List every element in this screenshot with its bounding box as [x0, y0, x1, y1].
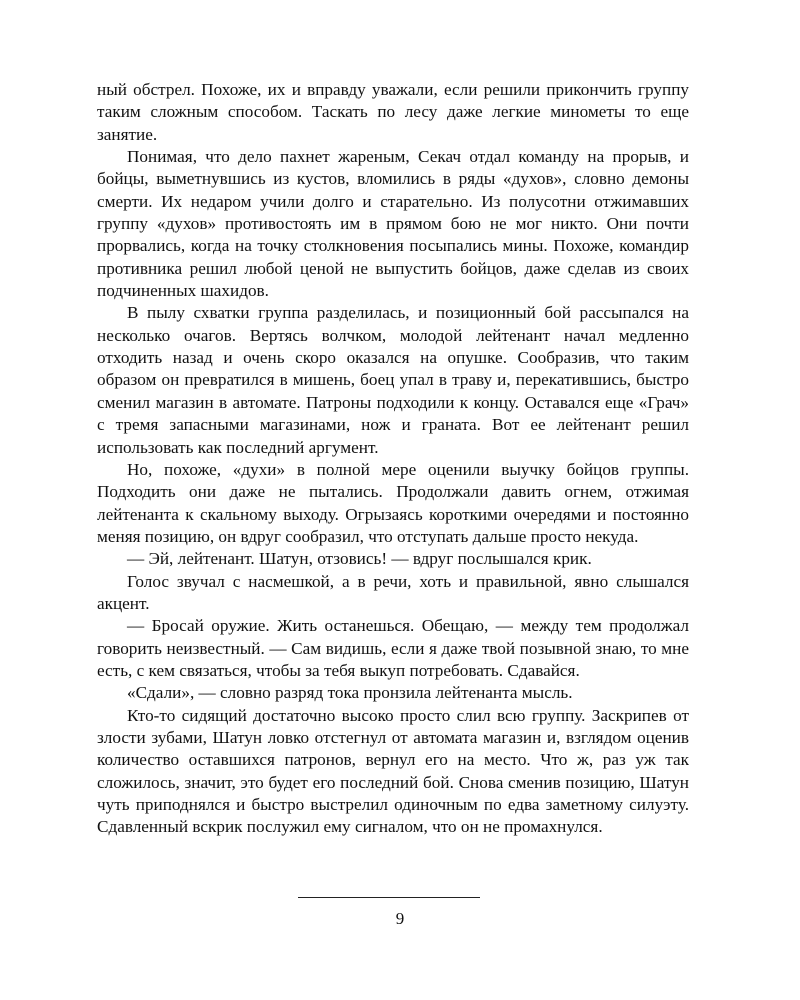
paragraph-5-dialogue: — Эй, лейтенант. Шатун, отзовись! — вдруг послышался крик. [127, 549, 592, 569]
paragraph-8: «Сдали», — словно разряд тока пронзила лейтенанта мысль. [127, 683, 573, 703]
paragraph-9: Кто-то сидящий достаточно высоко просто слил всю группу. Заскрипев от злости зубами, Шатун ловко отстегнул от автомата магазин и, взглядом оценив количество оставшихся патронов, вернул его на место. Что ж, раз уж так сложилось, значит, это будет его последний бой. Снова сменив позицию, Шатун чуть приподнялся и быстро выстрелил одиночным по едва заметному силуэту. Сдавленный вскрик послужил ему сигналом, что он не промахнулся. [97, 705, 689, 837]
paragraph-1: ный обстрел. Похоже, их и вправду уважали, если решили прикончить группу таким сложным способом. Таскать по лесу даже легкие минометы то еще занятие. [97, 80, 689, 144]
footer-divider [298, 897, 480, 898]
paragraph-7-dialogue: — Бросай оружие. Жить останешься. Обещаю, — между тем продолжал говорить неизвестный. — Сам видишь, если я даже твой позывной знаю, то мне есть, с кем связаться, чтобы за тебя выкуп потребовать. Сдавайся. [97, 616, 689, 680]
page-number: 9 [395, 909, 405, 928]
paragraph-2: Понимая, что дело пахнет жареным, Секач отдал команду на прорыв, и бойцы, выметнувшись из кустов, вломились в ряды «духов», словно демоны смерти. Их недаром учили долго и старательно. Из полусотни отжимавших группу «духов» противостоять им в прямом бою не мог никто. Они почти прорвались, когда на точку столкновения посыпались мины. Похоже, командир противника решил любой ценой не выпустить бойцов, даже сделав из своих подчиненных шахидов. [97, 147, 689, 301]
paragraph-4: Но, похоже, «духи» в полной мере оценили выучку бойцов группы. Подходить они даже не пытались. Продолжали давить огнем, отжимая лейтенанта к скальному выходу. Огрызаясь короткими очередями и постоянно меняя позицию, он вдруг сообразил, что отступать дальше просто некуда. [97, 459, 689, 546]
paragraph-6: Голос звучал с насмешкой, а в речи, хоть и правильной, явно слышался акцент. [97, 571, 689, 613]
page-body [97, 79, 689, 839]
paragraph-3: В пылу схватки группа разделилась, и позиционный бой рассыпался на несколько очагов. Вертясь волчком, молодой лейтенант начал медленно отходить назад и очень скоро оказался на опушке. Сообразив, что таким образом он превратился в мишень, боец упал в траву и, перекатившись, быстро сменил магазин в автомате. Патроны подходили к концу. Оставался еще «Грач» с тремя запасными магазинами, нож и граната. Вот ее лейтенант решил использовать как последний аргумент. [97, 303, 689, 457]
